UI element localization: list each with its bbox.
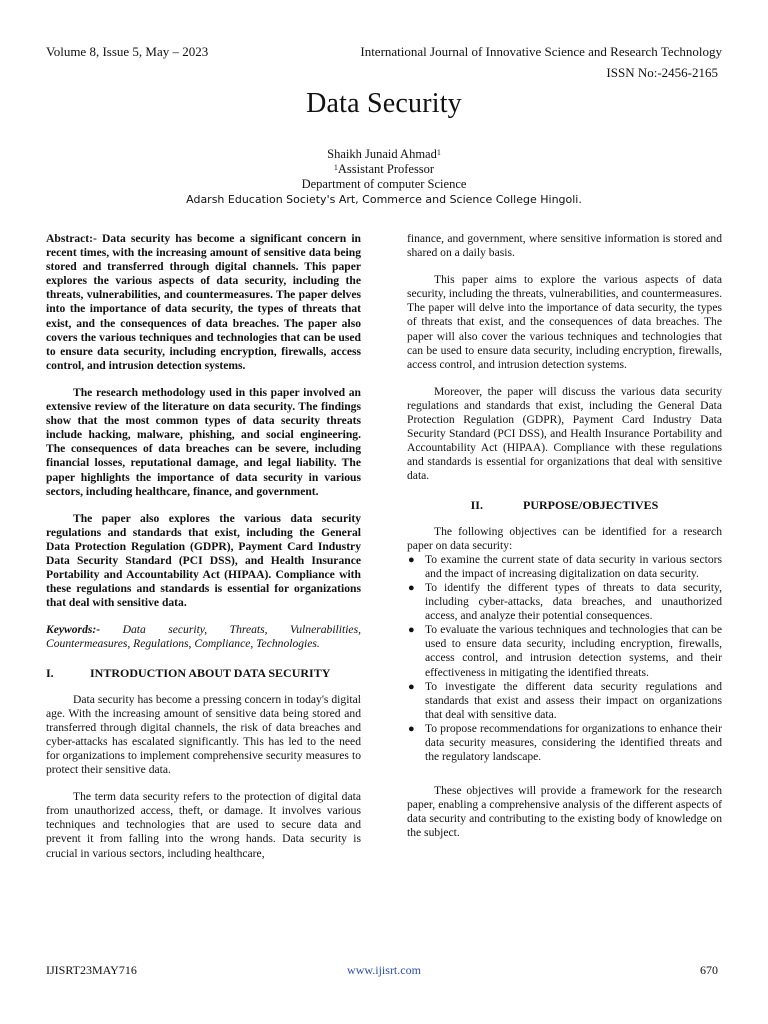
bullet-icon: ● [408, 680, 415, 693]
intro-paragraph-4: Moreover, the paper will discuss the various data security regulations and standards that exist, including the General Data Protection Regulation (GDPR), Payment Card Industry Data Security Standard (PCI DSS), and Health Insurance Portability and Accountability Act (HIPAA). Compliance with these regulations and standards is essential for organizations that deal with sensitive data. [407, 384, 722, 483]
bullet-icon: ● [408, 581, 415, 594]
bullet-icon: ● [408, 624, 415, 637]
section-1-title: INTRODUCTION ABOUT DATA SECURITY [90, 665, 331, 680]
objective-item: ● To propose recommendations for organizations to enhance their data security measures, considering the identified threats and the regulatory landscape. [408, 721, 722, 764]
left-column [46, 232, 361, 861]
intro-paragraph-2: The term data security refers to the protection of digital data from unauthorized access, theft, or damage. It involves various techniques and technologies that are used to secure data and prevent it from falling into the wrong hands. Data security is crucial in various sectors, including healthcare, [46, 790, 361, 860]
section-2-heading [407, 498, 722, 512]
keywords [46, 623, 361, 651]
author-department: Department of computer Science [301, 177, 467, 191]
intro-paragraph-3: This paper aims to explore the various aspects of data security, including the threats, vulnerabilities, and countermeasures. The paper will delve into the importance of data security, the types of threats that exist, and the consequences of data breaches. The paper will also cover the various techniques and technologies that can be used to ensure data security, including encryption, firewalls, access control, and intrusion detection systems. [407, 273, 722, 371]
footer-paper-id: IJISRT23MAY716 [46, 963, 137, 977]
author-block [0, 147, 768, 207]
section-2-number: II. [470, 497, 483, 512]
objectives-list [407, 553, 722, 764]
header-volume: Volume 8, Issue 5, May – 2023 [46, 44, 209, 59]
header-issn: ISSN No:-2456-2165 [606, 65, 718, 80]
author-name-line [0, 147, 768, 162]
section-1-number: I. [46, 665, 54, 680]
bullet-icon: ● [408, 553, 415, 566]
role-affiliation-marker: 1 [333, 163, 338, 172]
objectives-intro: The following objectives can be identified for a research paper on data security: [407, 524, 722, 552]
objective-item: ● To evaluate the various techniques and technologies that can be used to ensure data security, including encryption, firewalls, access control, and intrusion detection systems, and their effectiveness in mitigating the identified threats. [408, 623, 722, 679]
keywords-label: Keywords:- [46, 623, 101, 637]
abstract-paragraph-2: The research methodology used in this paper involved an extensive review of the literature on data security. The findings show that the most common types of data security threats include hacking, malware, phishing, and social engineering. The consequences of data breaches can be severe, including financial losses, reputational damage, and legal liability. The paper highlights the importance of data security in various sectors, including healthcare, finance, and government. [46, 385, 361, 498]
abstract-paragraph-3: The paper also explores the various data security regulations and standards that exist, including the General Data Protection Regulation (GDPR), Payment Card Industry Data Security Standard (PCI DSS), and Health Insurance Portability and Accountability Act (HIPAA). Compliance with these regulations and standards is essential for organizations that deal with sensitive data. [46, 511, 361, 610]
right-column [407, 232, 722, 841]
keywords-text: Data security, Threats, Vulnerabilities, Countermeasures, Regulations, Compliance, Technologies. [46, 623, 361, 651]
author-affiliation-marker: 1 [436, 148, 441, 157]
objectives-closing: These objectives will provide a framework for the research paper, enabling a comprehensive analysis of the different aspects of data security and contributing to the existing body of knowledge on the subject. [407, 784, 722, 840]
objective-item: ● To investigate the different data security regulations and standards that exist and assess their impact on organizations that deal with sensitive data. [408, 679, 722, 721]
intro-paragraph-2-continued: finance, and government, where sensitive information is stored and shared on a daily basis. [407, 232, 722, 260]
footer-page-number: 670 [700, 963, 718, 977]
section-2-title: PURPOSE/OBJECTIVES [522, 497, 659, 512]
abstract-paragraph-1: Abstract:- Data security has become a significant concern in recent times, with the increasing amount of sensitive data being stored and transferred through digital channels. This paper explores the various aspects of data security, including the threats, vulnerabilities, and countermeasures. The paper delves into the importance of data security, the types of threats that exist, and the consequences of data breaches. The paper also covers the various techniques and technologies that can be used to ensure data security, including encryption, firewalls, access control, and intrusion detection systems. [46, 232, 361, 372]
footer-url-link[interactable]: www.ijisrt.com [347, 963, 421, 977]
paper-title: Data Security [306, 88, 462, 119]
author-name: Shaikh Junaid Ahmad [327, 147, 437, 161]
author-role-line [0, 162, 768, 177]
author-role: Assistant Professor [337, 162, 435, 176]
objective-item: ● To identify the different types of threats to data security, including cyber-attacks, data breaches, and unauthorized access, and analyze their potential consequences. [408, 580, 722, 623]
section-1-heading [46, 666, 361, 680]
bullet-icon: ● [408, 722, 415, 735]
intro-paragraph-1: Data security has become a pressing concern in today's digital age. With the increasing amount of sensitive data being stored and transferred through digital channels, the risk of data breaches and cyber-attacks has escalated significantly. This has led to the need for organizations to implement comprehensive security measures to protect their sensitive data. [46, 692, 361, 777]
header-journal: International Journal of Innovative Science and Research Technology [360, 44, 722, 59]
author-institution: Adarsh Education Society's Art, Commerce and Science College Hingoli. [186, 193, 582, 206]
objective-item: ● To examine the current state of data security in various sectors and the impact of increasing digitalization on data security. [408, 552, 722, 580]
